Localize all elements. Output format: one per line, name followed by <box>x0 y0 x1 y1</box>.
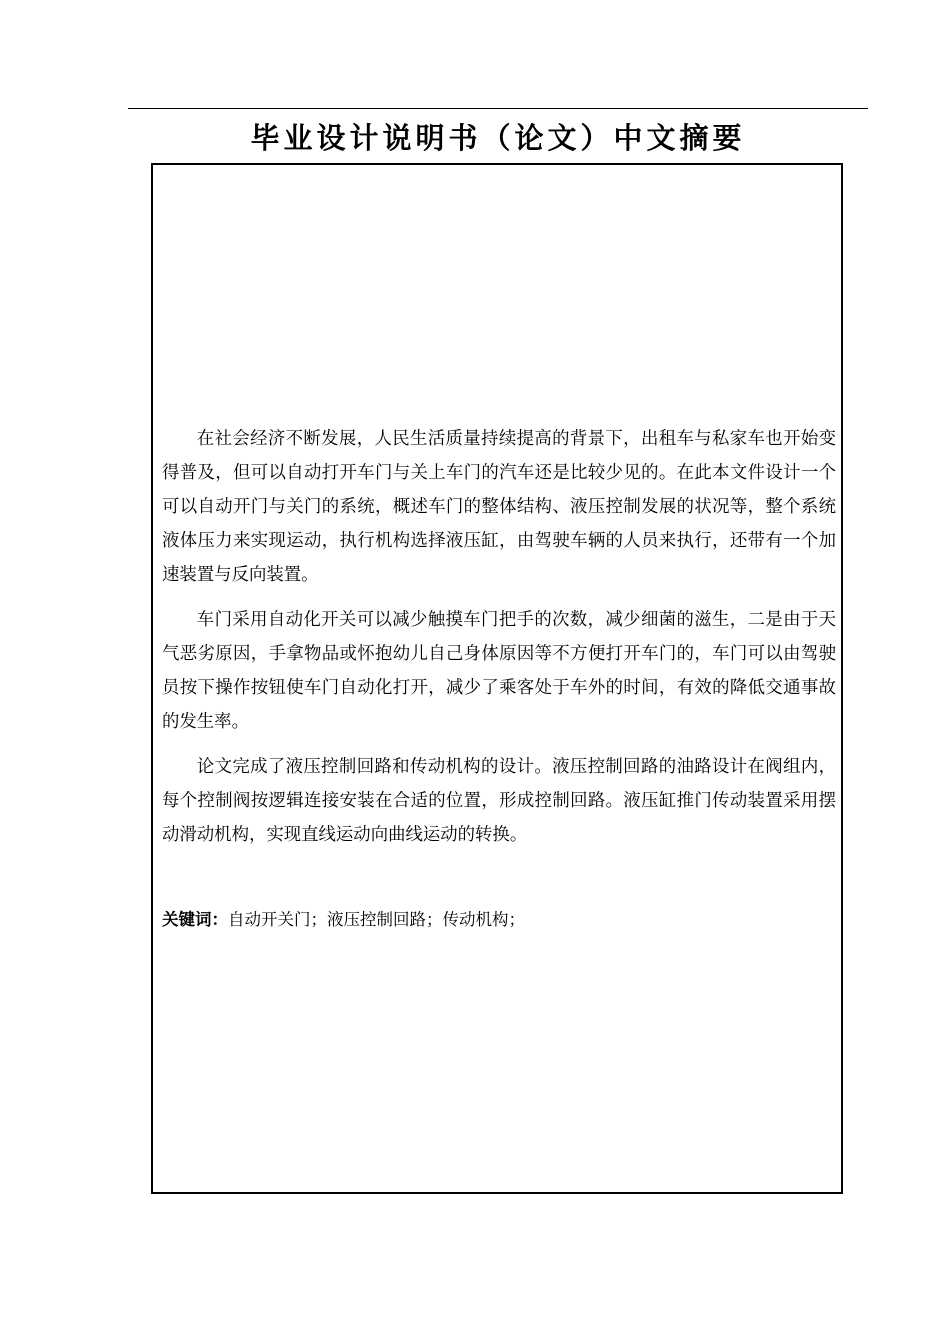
keywords-line <box>162 903 525 937</box>
page-title: 毕业设计说明书（论文）中文摘要 <box>250 121 746 155</box>
header-rule <box>128 108 868 109</box>
keywords-label: 关键词： <box>162 910 228 929</box>
abstract-box <box>151 163 843 1194</box>
abstract-paragraph-1: 在社会经济不断发展，人民生活质量持续提高的背景下，出租车与私家车也开始变得普及，但可以自动打开车门与关上车门的汽车还是比较少见的。在此本文件设计一个可以自动开门与关门的系统，概述车门的整体结构、液压控制发展的状况等，整个系统液体压力来实现运动，执行机构选择液压缸，由驾驶车辆的人员来执行，还带有一个加速装置与反向装置。 <box>162 429 836 585</box>
abstract-body <box>162 422 836 863</box>
keywords-value: 自动开关门；液压控制回路；传动机构； <box>228 910 525 929</box>
abstract-paragraph-2: 车门采用自动化开关可以减少触摸车门把手的次数，减少细菌的滋生，二是由于天气恶劣原因，手拿物品或怀抱幼儿自己身体原因等不方便打开车门的，车门可以由驾驶员按下操作按钮使车门自动化打开，减少了乘客处于车外的时间，有效的降低交通事故的发生率。 <box>162 610 836 732</box>
abstract-paragraph-3: 论文完成了液压控制回路和传动机构的设计。液压控制回路的油路设计在阀组内，每个控制阀按逻辑连接安装在合适的位置，形成控制回路。液压缸推门传动装置采用摆动滑动机构，实现直线运动向曲线运动的转换。 <box>162 757 836 845</box>
